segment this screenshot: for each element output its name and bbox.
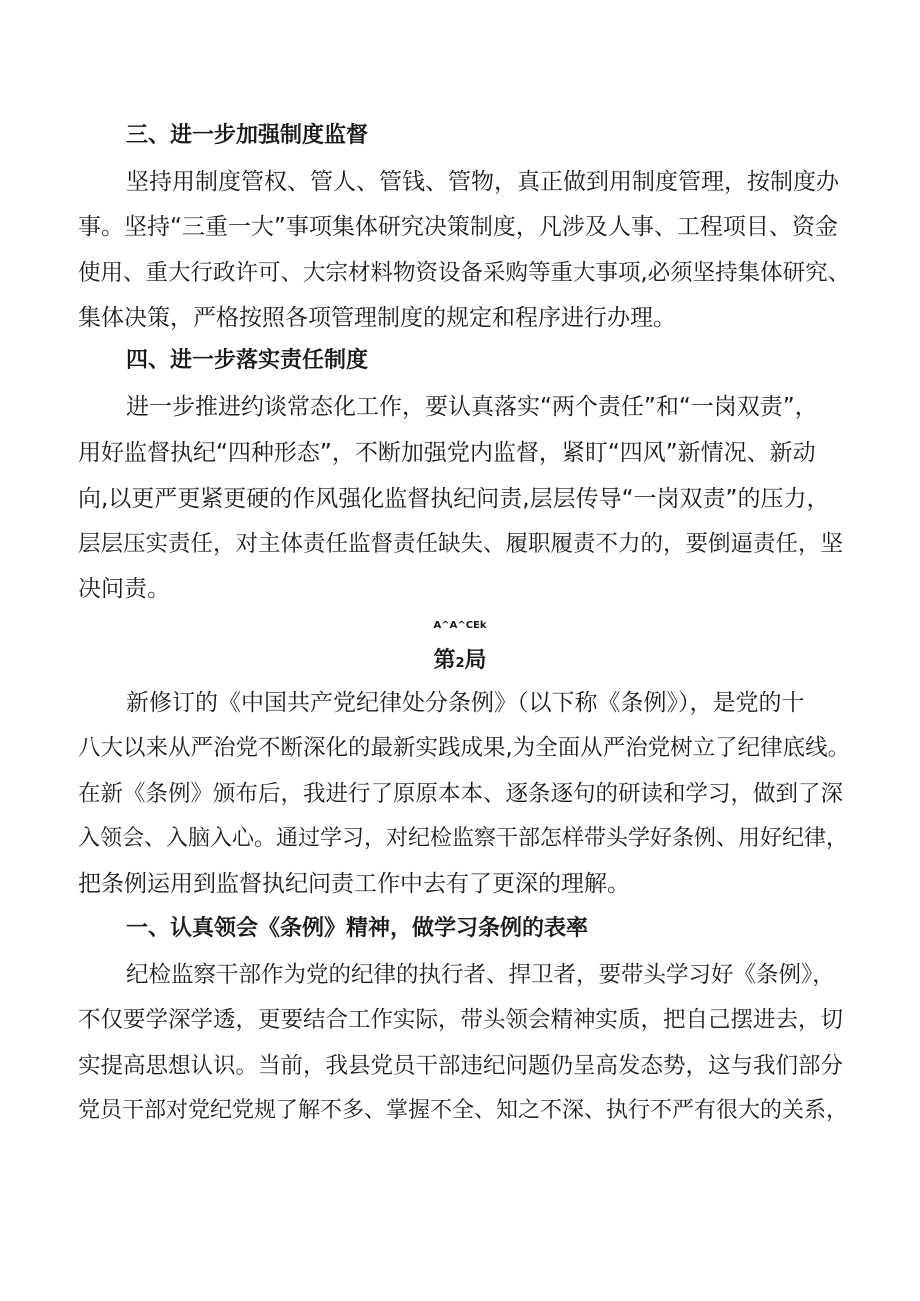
section-title (0, 646, 920, 679)
section-1-line-1: 纪检监察干部作为党的纪律的执行者、捍卫者，要带头学习好《条例》， (126, 962, 835, 988)
section-4-line-4: 层层压实责任，对主体责任监督责任缺失、履职履责不力的，要倒逼责任，坚 (78, 531, 844, 557)
section-1-line-3: 实提高思想认识。当前，我县党员干部违纪问题仍呈高发态势，这与我们部分 (78, 1053, 844, 1079)
intro-line-1: 新修订的《中国共产党纪律处分条例》（以下称《条例》），是党的十 (126, 690, 805, 716)
intro-line-3: 在新《条例》颁布后，我进行了原原本本、逐条逐句的研读和学习，做到了深 (78, 781, 844, 807)
section-title-prefix: 第 (433, 648, 456, 673)
section-1-line-4: 党员干部对党纪党规了解不多、掌握不全、知之不深、执行不严有很大的关系， (78, 1098, 849, 1123)
section-title-suffix: 局 (464, 648, 487, 673)
section-1-heading: 一、认真领会《条例》精神，做学习条例的表率 (126, 916, 589, 941)
section-3-line-1: 坚持用制度管权、管人、管钱、管物，真正做到用制度管理，按制度办 (126, 169, 839, 195)
section-3-line-4: 集体决策，严格按照各项管理制度的规定和程序进行办理。 (78, 305, 676, 331)
intro-line-4: 入领会、入脑入心。通过学习，对纪检监察干部怎样带头学好条例、用好纪律， (78, 826, 849, 851)
intro-line-2: 八大以来从严治党不断深化的最新实践成果,为全面从严治党树立了纪律底线。 (78, 735, 851, 761)
section-title-number: 2 (455, 656, 465, 671)
section-4-line-2: 用好监督执纪“四种形态”，不断加强党内监督，紧盯“四风”新情况、新动 (78, 440, 816, 466)
section-3-line-2: 事。坚持“三重一大”事项集体研究决策制度，凡涉及人事、工程项目、资金 (78, 214, 838, 240)
section-ornament: A^A^CEk (433, 620, 487, 631)
intro-line-5: 把条例运用到监督执纪问责工作中去有了更深的理解。 (78, 871, 630, 897)
section-4-heading: 四、进一步落实责任制度 (126, 348, 369, 373)
section-4-line-3: 向,以更严更紧更硬的作风强化监督执纪问责,层层传导“一岗双责”的压力， (78, 486, 830, 512)
section-4-line-5: 决问责。 (78, 576, 170, 602)
section-1-line-2: 不仅要学深学透，更要结合工作实际，带头领会精神实质，把自己摆进去，切 (78, 1007, 844, 1033)
section-3-heading: 三、进一步加强制度监督 (126, 123, 369, 148)
section-3-line-3: 使用、重大行政许可、大宗材料物资设备采购等重大事项,必须坚持集体研究、 (78, 260, 851, 286)
section-4-line-1: 进一步推进约谈常态化工作，要认真落实“两个责任”和“一岗双责”， (126, 394, 818, 420)
